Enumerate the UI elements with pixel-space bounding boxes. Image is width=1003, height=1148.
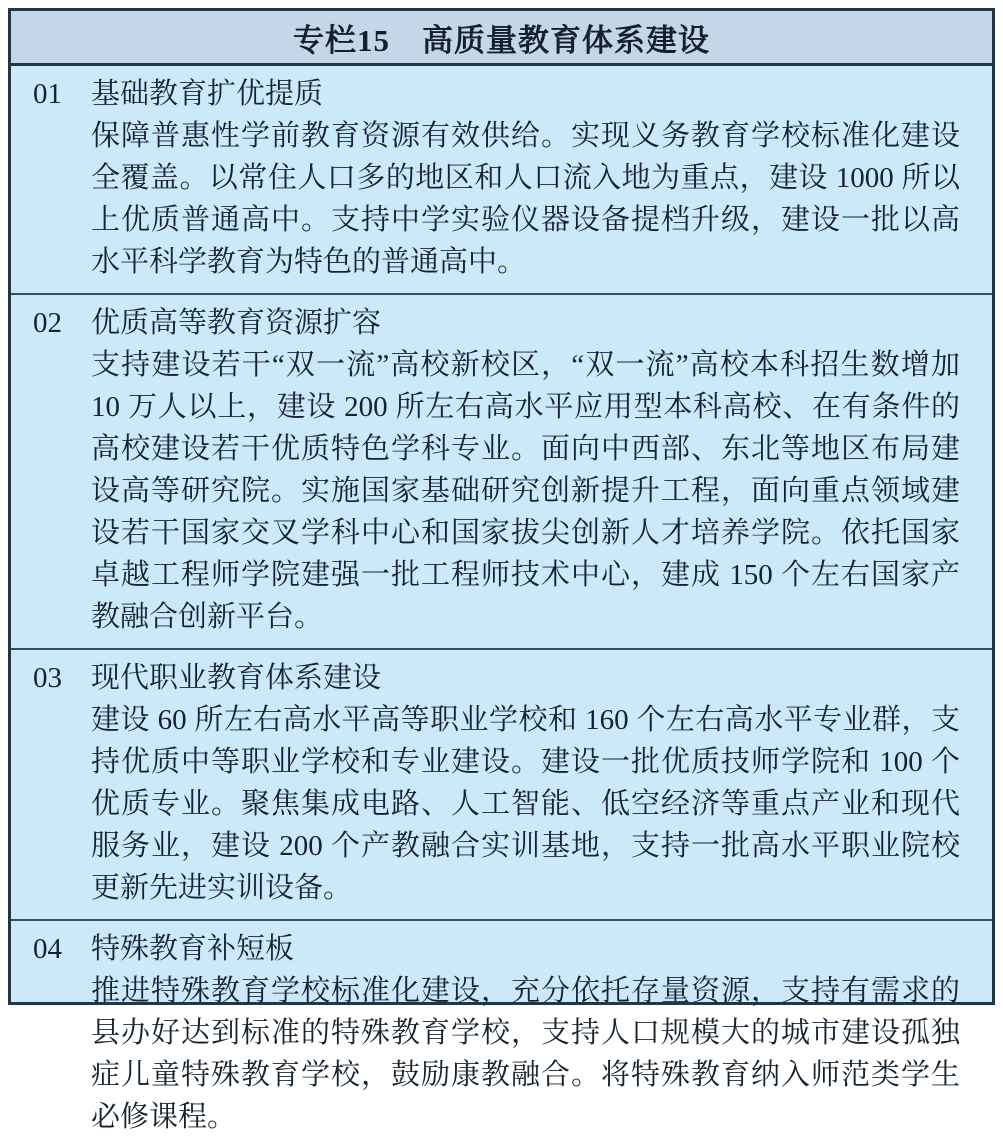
section-number: 01 (33, 78, 62, 110)
section-heading (33, 302, 960, 344)
section (11, 66, 992, 293)
section-paragraph: 支持建设若干“双一流”高校新校区，“双一流”高校本科招生数增加 10 万人以上，建设 200 所左右高水平应用型本科高校、在有条件的高校建设若干优质特色学科专业。面向中西部、东北等地区布局建设高等研究院。实施国家基础研究创新提升工程，面向重点领域建设若干国家交叉学科中心和国家拔尖创新人才培养学院。依托国家卓越工程师学院建强一批工程师技术中心，建成 150 个左右国家产教融合创新平台。 (91, 349, 960, 633)
section (11, 919, 992, 1148)
section-number: 04 (33, 933, 62, 965)
section-number: 02 (33, 307, 62, 339)
section (11, 293, 992, 648)
section-number: 03 (33, 662, 62, 694)
panel-body (11, 66, 992, 1148)
section-heading (33, 73, 960, 115)
panel-title: 专栏15 高质量教育体系建设 (11, 11, 992, 66)
section-title: 基础教育扩优提质 (91, 78, 324, 110)
section-heading (33, 657, 960, 699)
section-title: 特殊教育补短板 (91, 933, 295, 965)
section (11, 648, 992, 919)
section-paragraph: 推进特殊教育学校标准化建设，充分依托存量资源，支持有需求的县办好达到标准的特殊教育学校，支持人口规模大的城市建设孤独症儿童特殊教育学校，鼓励康教融合。将特殊教育纳入师范类学生必修课程。 (91, 975, 960, 1133)
section-paragraph: 保障普惠性学前教育资源有效供给。实现义务教育学校标准化建设全覆盖。以常住人口多的地区和人口流入地为重点，建设 1000 所以上优质普通高中。支持中学实验仪器设备提档升级，建设一批以高水平科学教育为特色的普通高中。 (91, 120, 960, 278)
policy-box-panel (8, 8, 995, 1133)
section-heading (33, 928, 960, 970)
section-paragraph: 建设 60 所左右高水平高等职业学校和 160 个左右高水平专业群，支持优质中等职业学校和专业建设。建设一批优质技师学院和 100 个优质专业。聚焦集成电路、人工智能、低空经济等重点产业和现代服务业，建设 200 个产教融合实训基地，支持一批高水平职业院校更新先进实训设备。 (91, 704, 960, 904)
section-title: 优质高等教育资源扩容 (91, 307, 382, 339)
section-title: 现代职业教育体系建设 (91, 662, 382, 694)
